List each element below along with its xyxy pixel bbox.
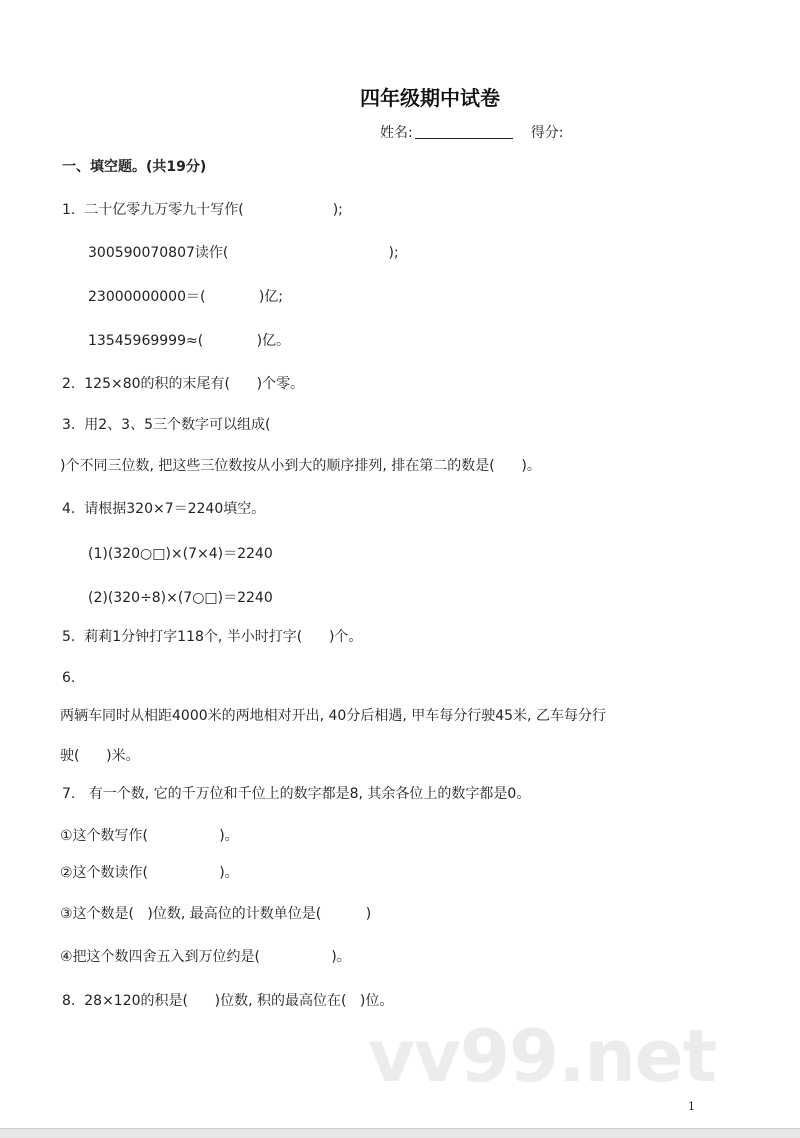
page-number: 1 [688, 1100, 695, 1113]
question-4-sub-1: (1)(320○□)×(7×4)＝2240 [88, 546, 273, 562]
question-7-sub-3: ③这个数是( )位数, 最高位的计数单位是( ) [60, 906, 372, 922]
question-3: 3. 用2、3、5三个数字可以组成( [62, 417, 271, 433]
student-info [380, 122, 563, 142]
question-4: 4. 请根据320×7＝2240填空。 [62, 501, 266, 517]
question-4-sub-2: (2)(320÷8)×(7○□)＝2240 [88, 590, 273, 606]
question-6-cont: 驶( )米。 [60, 748, 140, 764]
question-7: 7. 有一个数, 它的千万位和千位上的数字都是8, 其余各位上的数字都是0。 [62, 786, 531, 802]
watermark: vv99.net [368, 1014, 716, 1098]
question-3-cont: )个不同三位数, 把这些三位数按从小到大的顺序排列, 排在第二的数是( )。 [60, 458, 541, 474]
question-1-line-2: 300590070807读作( ); [88, 245, 399, 261]
question-7-sub-2: ②这个数读作( )。 [60, 865, 239, 881]
name-label: 姓名: [380, 125, 413, 141]
question-8: 8. 28×120的积是( )位数, 积的最高位在( )位。 [62, 993, 394, 1009]
question-2: 2. 125×80的积的末尾有( )个零。 [62, 376, 305, 392]
section-heading: 一、填空题。(共19分) [62, 159, 207, 175]
score-label: 得分: [530, 125, 564, 141]
question-1-line-4: 13545969999≈( )亿。 [88, 333, 291, 349]
question-1: 1. 二十亿零九万零九十写作( ); [62, 202, 343, 218]
question-6-number: 6. [62, 670, 76, 686]
page-title: 四年级期中试卷 [360, 86, 500, 110]
question-7-sub-1: ①这个数写作( )。 [60, 828, 239, 844]
question-6: 两辆车同时从相距4000米的两地相对开出, 40分后相遇, 甲车每分行驶45米, 乙车每分行 [60, 708, 606, 724]
question-5: 5. 莉莉1分钟打字118个, 半小时打字( )个。 [62, 629, 363, 645]
question-1-line-3: 23000000000＝( )亿; [88, 289, 284, 305]
question-7-sub-4: ④把这个数四舍五入到万位约是( )。 [60, 949, 351, 965]
name-blank[interactable] [415, 124, 513, 139]
